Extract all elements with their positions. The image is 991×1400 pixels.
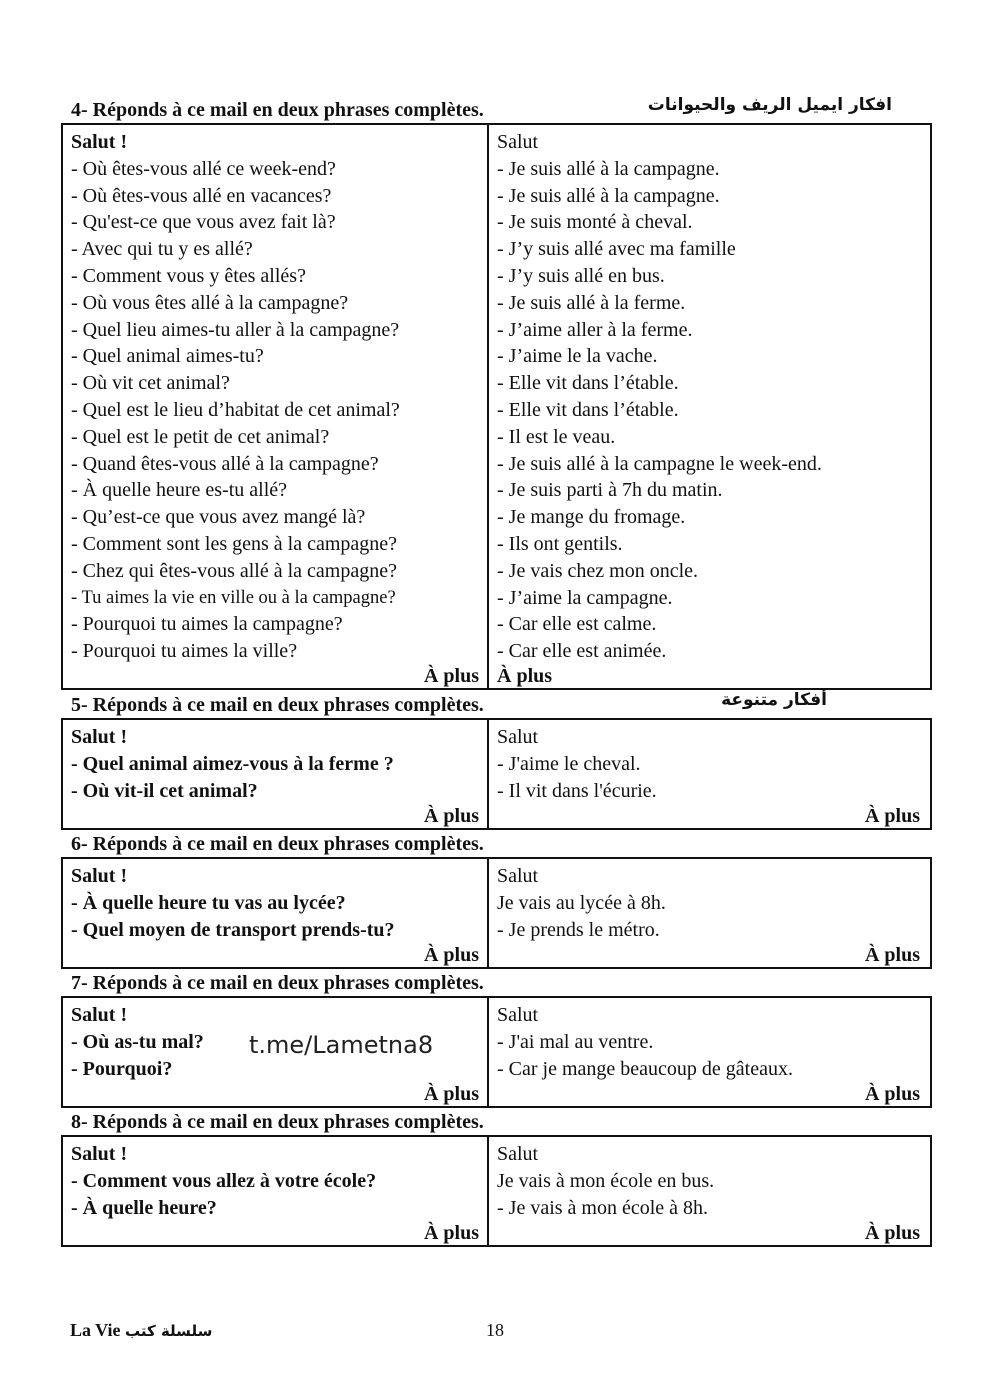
closing: À plus [423,944,479,966]
question: - Où êtes-vous allé ce week-end? [71,157,336,180]
question: - Quel est le petit de cet animal? [71,425,330,448]
question: - Comment vous y êtes allés? [71,264,306,287]
section-5 [61,690,932,830]
greeting: Salut [497,1143,539,1165]
greeting: Salut ! [71,131,128,153]
question-column [63,859,489,967]
question: - Où as-tu mal? [71,1030,204,1053]
question: - Pourquoi tu aimes la campagne? [71,613,343,636]
question: - Quel animal aimez-vous à la ferme ? [71,752,394,775]
question: - Pourquoi? [71,1057,173,1080]
answer: - J’y suis allé avec ma famille [497,238,736,261]
question: - Qu’est-ce que vous avez mangé là? [71,506,366,529]
mail-box [61,857,932,969]
section-header [61,972,932,996]
mail-box [61,996,932,1108]
footer-brand [70,1320,212,1341]
question: - À quelle heure es-tu allé? [71,479,288,502]
section-arabic-heading: افكار ايميل الريف والحيوانات [647,95,892,115]
answer: - Car elle est animée. [497,640,667,663]
question: - Quand êtes-vous allé à la campagne? [71,452,379,475]
question: - Quel moyen de transport prends-tu? [71,918,395,941]
section-header [61,95,932,123]
answer-column [489,859,930,967]
closing: À plus [423,1222,479,1244]
answer: - Car je mange beaucoup de gâteaux. [497,1057,793,1080]
greeting: Salut ! [71,1004,128,1026]
closing: À plus [423,805,479,827]
question: - Pourquoi tu aimes la ville? [71,640,298,663]
mail-box [61,123,932,690]
answer: - Je suis parti à 7h du matin. [497,479,723,502]
answer: - Je prends le métro. [497,918,660,941]
greeting: Salut [497,131,539,153]
question: - Avec qui tu y es allé? [71,238,253,261]
section-title: 4- Réponds à ce mail en deux phrases complètes. [71,99,484,121]
answer: - J'ai mal au ventre. [497,1030,654,1053]
closing: À plus [864,1222,920,1244]
section-title: 5- Réponds à ce mail en deux phrases complètes. [71,694,484,716]
answer: - Je suis monté à cheval. [497,211,693,234]
section-header [61,690,932,718]
question: - À quelle heure tu vas au lycée? [71,891,346,914]
section-title: 8- Réponds à ce mail en deux phrases complètes. [71,1111,484,1133]
answer: - J’aime le la vache. [497,345,658,368]
section-title: 6- Réponds à ce mail en deux phrases complètes. [71,833,484,855]
greeting: Salut [497,865,539,887]
greeting: Salut [497,1004,539,1026]
watermark-link: t.me/Lametna8 [249,1031,434,1059]
closing: À plus [864,944,920,966]
answer: Je vais à mon école en bus. [497,1169,715,1192]
question: - Quel est le lieu d’habitat de cet animal? [71,398,400,421]
answer: - J’aime aller à la ferme. [497,318,693,341]
question: - Comment vous allez à votre école? [71,1169,377,1192]
answer: - Ils ont gentils. [497,532,623,555]
answer: - Il est le veau. [497,425,616,448]
greeting: Salut ! [71,865,128,887]
answer-column [489,1137,930,1245]
question-column [63,720,489,828]
question-column [63,125,489,688]
answer: Je vais au lycée à 8h. [497,891,666,914]
section-8 [61,1111,932,1247]
answer: - J'aime le cheval. [497,752,641,775]
answer: - Je suis allé à la campagne le week-end. [497,452,822,475]
answer: - J’aime la campagne. [497,586,673,609]
answer: - Elle vit dans l’étable. [497,398,679,421]
question: - Quel animal aimes-tu? [71,345,264,368]
answer: - Je vais chez mon oncle. [497,559,699,582]
footer-brand-name: La Vie [70,1320,121,1340]
section-header [61,833,932,857]
closing: À plus [423,665,479,687]
question: - Où vous êtes allé à la campagne? [71,291,349,314]
answer: - Il vit dans l'écurie. [497,779,657,802]
page-number: 18 [486,1320,504,1340]
section-title: 7- Réponds à ce mail en deux phrases complètes. [71,972,484,994]
greeting: Salut [497,726,539,748]
section-arabic-heading: أفكار متنوعة [721,690,827,710]
question: - À quelle heure? [71,1196,217,1219]
answer: - Je suis allé à la campagne. [497,157,720,180]
closing: À plus [423,1083,479,1105]
question: - Tu aimes la vie en ville ou à la campagne? [71,587,396,608]
answer: - Elle vit dans l’étable. [497,372,679,395]
section-header [61,1111,932,1135]
footer-series-arabic: سلسلة كتب [125,1322,213,1340]
answer-column [489,720,930,828]
answer: - Je suis allé à la campagne. [497,184,720,207]
answer: - Je vais à mon école à 8h. [497,1196,709,1219]
answer: - Car elle est calme. [497,613,657,636]
closing: À plus [497,665,553,687]
question: - Qu'est-ce que vous avez fait là? [71,211,336,234]
mail-box [61,718,932,830]
answer-column [489,998,930,1106]
question: - Où vit cet animal? [71,372,230,395]
question-column [63,1137,489,1245]
mail-box [61,1135,932,1247]
section-4 [61,95,932,690]
section-7 [61,972,932,1108]
answer: - Je mange du fromage. [497,506,686,529]
greeting: Salut ! [71,726,128,748]
question: - Quel lieu aimes-tu aller à la campagne? [71,318,400,341]
section-6 [61,833,932,969]
answer: - Je suis allé à la ferme. [497,291,686,314]
closing: À plus [864,805,920,827]
greeting: Salut ! [71,1143,128,1165]
closing: À plus [864,1083,920,1105]
question: - Où êtes-vous allé en vacances? [71,184,332,207]
question: - Où vit-il cet animal? [71,779,258,802]
answer-column [489,125,930,688]
answer: - J’y suis allé en bus. [497,264,665,287]
question: - Chez qui êtes-vous allé à la campagne? [71,559,397,582]
question: - Comment sont les gens à la campagne? [71,532,398,555]
